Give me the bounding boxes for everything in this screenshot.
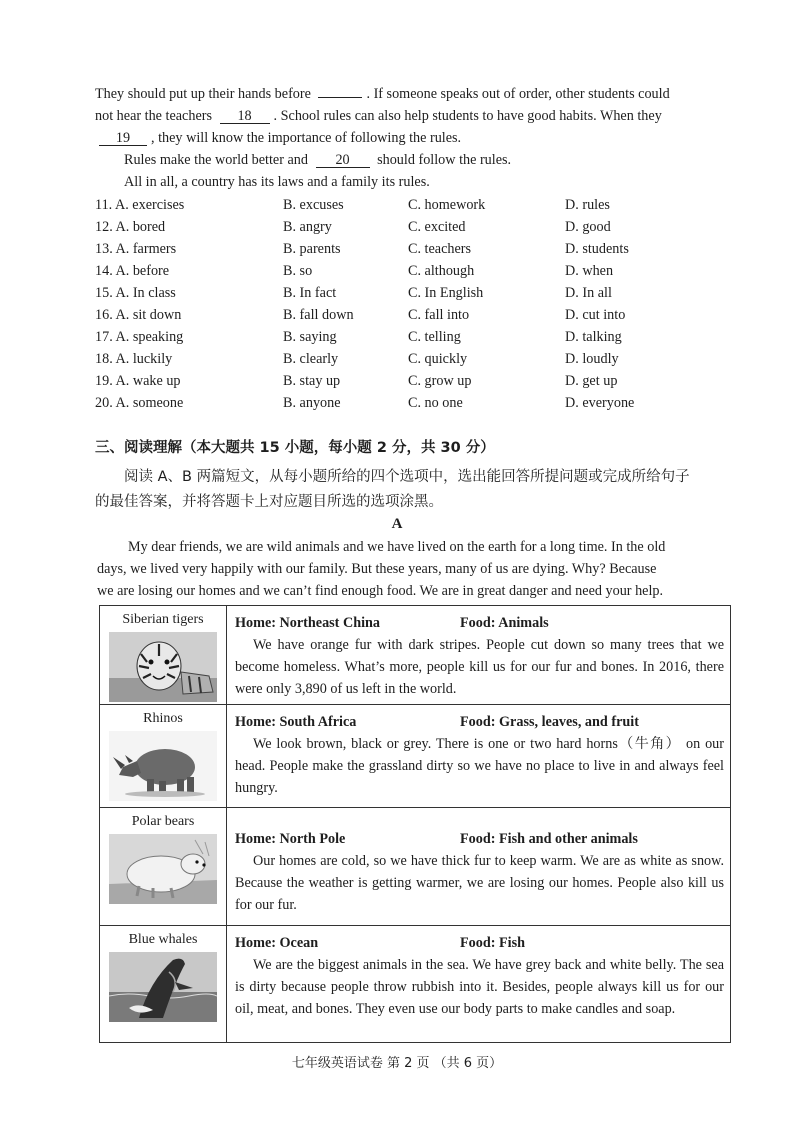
option-d: D. In all [565,285,612,301]
animal-description [227,606,731,705]
option-row [95,219,715,241]
option-a: 14. A. before [95,263,170,279]
table-row [100,606,731,705]
animal-description [227,926,731,1043]
option-d: D. good [565,219,611,235]
option-b: B. parents [283,241,341,257]
option-c: C. excited [408,219,466,235]
answer-blank-19: 19 [99,131,147,146]
option-row [95,241,715,263]
option-d: D. rules [565,197,610,213]
option-row [95,329,715,351]
passage-text: . School rules can also help students to have good habits. When they [273,108,662,124]
animal-cell [100,926,227,1043]
option-row [95,351,715,373]
answer-blank-18: 18 [220,109,270,124]
option-c: C. In English [408,285,484,301]
animal-food: Food: Grass, leaves, and fruit [460,714,639,730]
animal-text: We look brown, black or grey. There is one or two hard horns（牛角） on our head. People make the grassland dirty so we have no place to live in and always feel hungry. [235,736,724,796]
option-c: C. telling [408,329,461,345]
animal-home: Home: South Africa [235,714,357,730]
option-d: D. when [565,263,614,279]
option-b: B. excuses [283,197,344,213]
passage-text: , they will know the importance of following the rules. [151,130,462,146]
option-c: C. no one [408,395,463,411]
animal-description [227,705,731,808]
option-row [95,373,715,395]
option-d: D. cut into [565,307,626,323]
option-a: 20. A. someone [95,395,184,411]
page-footer: 七年级英语试卷 第 2 页 （共 6 页） [291,1056,503,1071]
table-row [100,705,731,808]
intro-text: My dear friends, we are wild animals and we have lived on the earth for a long time. In the old [128,539,666,555]
option-d: D. loudly [565,351,619,367]
passage-line-3 [95,130,461,147]
passage-text: not hear the teachers [95,108,212,124]
option-a: 18. A. luckily [95,351,173,367]
option-c: C. quickly [408,351,468,367]
section-instructions: 的最佳答案，并将答题卡上对应题目所选的选项涂黑。 [95,494,443,510]
section-title: 三、阅读理解（本大题共 15 小题，每小题 2 分，共 30 分） [95,440,495,456]
section-instructions: 阅读 A、B 两篇短文，从每小题所给的四个选项中，选出能回答所提问题或完成所给句子 [124,469,690,485]
tiger-photo [109,632,217,702]
option-a: 16. A. sit down [95,307,182,323]
animal-food: Food: Animals [460,615,549,631]
animal-name: Blue whales [128,932,198,947]
option-b: B. so [283,263,313,279]
option-a: 11. A. exercises [95,197,185,213]
animal-description [227,808,731,926]
animal-food: Food: Fish and other animals [460,831,638,847]
animal-name: Polar bears [131,814,195,829]
passage-line-1 [95,86,670,103]
option-a: 13. A. farmers [95,241,177,257]
answer-blank-20: 20 [316,153,370,168]
passage-line-5: All in all, a country has its laws and a family its rules. [124,174,430,190]
animal-header [235,612,724,634]
animal-home: Home: Ocean [235,935,319,951]
intro-text: days, we lived very happily with our family. But these years, many of us are dying. Why? Because [97,561,657,577]
polar-bear-photo [109,834,217,904]
animal-text: We are the biggest animals in the sea. We have grey back and white belly. The sea is dirty because people throw rubbish into it. Besides, people always kill us for our oil, meat, and bones. They even use our body parts to make candles and soap. [235,957,724,1017]
animal-text: Our homes are cold, so we have thick fur to keep warm. We are as white as snow. Because the weather is getting warmer, we are losing our homes. People also kill us for our fur. [235,853,724,913]
blue-whale-photo [109,952,217,1022]
option-c: C. although [408,263,475,279]
option-row [95,263,715,285]
option-a: 19. A. wake up [95,373,181,389]
option-d: D. everyone [565,395,635,411]
intro-text: we are losing our homes and we can’t find enough food. We are in great danger and need your help. [97,583,664,599]
table-row [100,808,731,926]
option-b: B. fall down [283,307,354,323]
animal-text: We have orange fur with dark stripes. People cut down so many trees that we become homeless. What’s more, people kill us for our fur and bones. In 2016, there were only 3,890 of us left in the world. [235,637,724,697]
animal-cell [100,705,227,808]
passage-label: A [391,516,403,532]
animal-header [235,711,724,733]
option-row [95,395,715,417]
option-b: B. angry [283,219,332,235]
option-b: B. anyone [283,395,341,411]
passage-text: They should put up their hands before [95,86,311,102]
animal-header [235,828,724,850]
option-b: B. clearly [283,351,339,367]
table-row [100,926,731,1043]
answer-blank-17 [318,97,362,98]
option-c: C. grow up [408,373,472,389]
animals-table [99,605,731,1043]
animal-food: Food: Fish [460,935,526,951]
option-b: B. saying [283,329,337,345]
animal-home: Home: Northeast China [235,615,381,631]
option-c: C. teachers [408,241,472,257]
option-d: D. students [565,241,629,257]
animal-header [235,932,724,954]
option-a: 12. A. bored [95,219,166,235]
option-row [95,307,715,329]
passage-text: . If someone speaks out of order, other students could [366,86,670,102]
option-row [95,285,715,307]
option-a: 17. A. speaking [95,329,184,345]
rhino-photo [109,731,217,801]
option-c: C. homework [408,197,486,213]
animal-name: Rhinos [143,711,183,726]
passage-text: Rules make the world better and [124,152,308,168]
animal-cell [100,808,227,926]
passage-line-4 [124,152,511,169]
option-c: C. fall into [408,307,470,323]
animal-name: Siberian tigers [122,612,204,627]
animal-cell [100,606,227,705]
animal-home: Home: North Pole [235,831,346,847]
option-b: B. In fact [283,285,337,301]
passage-text: should follow the rules. [377,152,512,168]
option-d: D. talking [565,329,622,345]
option-d: D. get up [565,373,618,389]
passage-line-2 [95,108,662,125]
option-b: B. stay up [283,373,341,389]
option-a: 15. A. In class [95,285,176,301]
option-row [95,197,715,219]
